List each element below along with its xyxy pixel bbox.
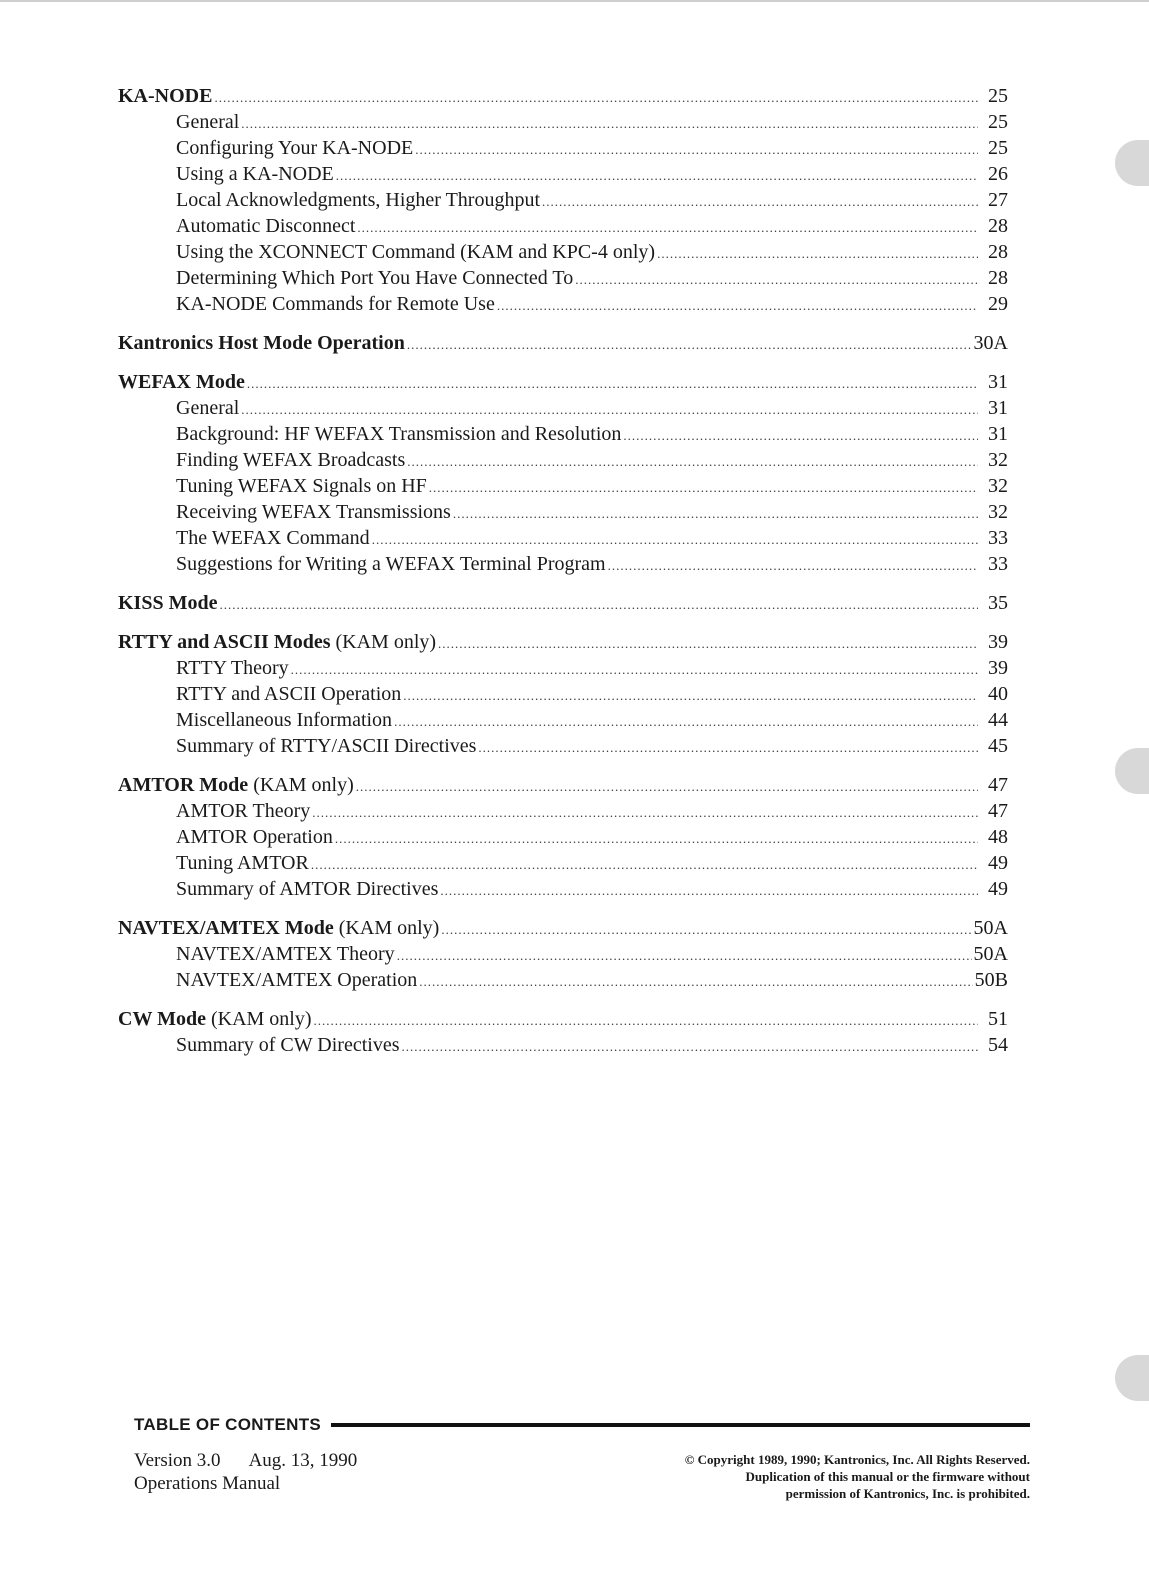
page-number: 39 — [988, 657, 1008, 679]
leader-dots — [314, 1009, 978, 1033]
page-number: 45 — [988, 735, 1008, 757]
leader-dots — [335, 827, 978, 851]
toc-heading[interactable] — [118, 84, 1008, 110]
duplication-line-2: permission of Kantronics, Inc. is prohibited. — [785, 1486, 1030, 1501]
leader-dots — [440, 879, 978, 903]
leader-dots — [247, 372, 978, 396]
toc-entry[interactable] — [118, 968, 1008, 994]
page-number: 32 — [988, 501, 1008, 523]
toc-heading[interactable] — [118, 591, 1008, 617]
leader-dots — [575, 268, 978, 292]
toc-entry[interactable] — [118, 526, 1008, 552]
toc-entry[interactable] — [118, 1033, 1008, 1059]
footer-section-title: TABLE OF CONTENTS — [134, 1415, 322, 1434]
leader-dots — [241, 398, 978, 422]
binder-tab — [1115, 140, 1149, 186]
leader-dots — [441, 918, 971, 942]
leader-dots — [291, 658, 978, 682]
page-number: 50A — [973, 917, 1008, 939]
page-footer — [134, 1415, 1030, 1501]
leader-dots — [356, 775, 978, 799]
leader-dots — [241, 112, 978, 136]
toc-entry-label: Receiving WEFAX Transmissions — [176, 501, 451, 523]
page-number: 49 — [988, 878, 1008, 900]
leader-dots — [438, 632, 978, 656]
page-number: 33 — [988, 527, 1008, 549]
leader-dots — [357, 216, 978, 240]
footer-date: Aug. 13, 1990 — [248, 1450, 358, 1471]
toc-entry[interactable] — [118, 422, 1008, 448]
toc-section-wefax — [118, 370, 1008, 578]
toc-entry[interactable] — [118, 682, 1008, 708]
page-number: 50A — [973, 943, 1008, 965]
page-number: 31 — [988, 397, 1008, 419]
leader-dots — [415, 138, 978, 162]
leader-dots — [497, 294, 978, 318]
page-number: 31 — [988, 423, 1008, 445]
toc-entry[interactable] — [118, 877, 1008, 903]
toc-entry-label: General — [176, 111, 240, 133]
page-number: 28 — [988, 215, 1008, 237]
toc-entry[interactable] — [118, 266, 1008, 292]
toc-section-host-mode — [118, 331, 1008, 357]
footer-manual: Operations Manual — [134, 1473, 281, 1494]
toc-entry-label: AMTOR Operation — [176, 826, 333, 848]
toc-entry-label: Tuning AMTOR — [176, 852, 309, 874]
toc-entry[interactable] — [118, 708, 1008, 734]
toc-heading[interactable] — [118, 630, 1008, 656]
toc-entry-label: Miscellaneous Information — [176, 709, 393, 731]
footer-version: Version 3.0 — [134, 1450, 221, 1471]
toc-entry-label: Local Acknowledgments, Higher Throughput — [176, 189, 541, 211]
leader-dots — [623, 424, 978, 448]
page-number: 51 — [988, 1008, 1008, 1030]
page-number: 40 — [988, 683, 1008, 705]
toc-entry-label: NAVTEX/AMTEX Theory — [176, 943, 395, 965]
toc-entry[interactable] — [118, 734, 1008, 760]
toc-entry[interactable] — [118, 500, 1008, 526]
toc-entry[interactable] — [118, 214, 1008, 240]
toc-heading-title: WEFAX Mode — [118, 371, 245, 393]
duplication-line-1: Duplication of this manual or the firmware without — [745, 1469, 1030, 1484]
leader-dots — [214, 86, 978, 110]
page-number: 30A — [973, 332, 1008, 354]
page-number: 25 — [988, 137, 1008, 159]
page-number: 48 — [988, 826, 1008, 848]
toc-entry[interactable] — [118, 851, 1008, 877]
toc-entry-label: Using a KA-NODE — [176, 163, 334, 185]
toc-heading[interactable] — [118, 1007, 1008, 1033]
toc-heading-note: (KAM only) — [338, 917, 440, 939]
page-number: 26 — [988, 163, 1008, 185]
toc-entry-label: General — [176, 397, 240, 419]
toc-entry[interactable] — [118, 292, 1008, 318]
toc-heading-note: (KAM only) — [335, 631, 437, 653]
toc-entry[interactable] — [118, 110, 1008, 136]
toc-heading[interactable] — [118, 916, 1008, 942]
toc-entry-label: Determining Which Port You Have Connected To — [176, 267, 574, 289]
leader-dots — [542, 190, 978, 214]
footer-version-info — [134, 1449, 357, 1495]
toc-heading[interactable] — [118, 370, 1008, 396]
page-number: 33 — [988, 553, 1008, 575]
leader-dots — [453, 502, 978, 526]
page-number: 28 — [988, 241, 1008, 263]
page-number: 31 — [988, 371, 1008, 393]
leader-dots — [419, 970, 972, 994]
leader-dots — [403, 684, 978, 708]
table-of-contents — [118, 84, 1008, 1072]
toc-entry-label: Summary of CW Directives — [176, 1034, 400, 1056]
footer-header — [134, 1415, 1030, 1435]
toc-entry-label: Finding WEFAX Broadcasts — [176, 449, 406, 471]
toc-entry[interactable] — [118, 448, 1008, 474]
toc-entry[interactable] — [118, 474, 1008, 500]
footer-rule — [331, 1423, 1030, 1427]
toc-entry[interactable] — [118, 656, 1008, 682]
toc-entry-label: Summary of RTTY/ASCII Directives — [176, 735, 477, 757]
toc-entry[interactable] — [118, 825, 1008, 851]
leader-dots — [219, 593, 978, 617]
toc-entry[interactable] — [118, 188, 1008, 214]
leader-dots — [478, 736, 978, 760]
copyright-line: © Copyright 1989, 1990; Kantronics, Inc. All Rights Reserved. — [684, 1452, 1030, 1467]
toc-section-cw — [118, 1007, 1008, 1059]
leader-dots — [657, 242, 978, 266]
toc-section-navtex — [118, 916, 1008, 994]
toc-heading-title: CW Mode — [118, 1008, 206, 1030]
toc-entry[interactable] — [118, 136, 1008, 162]
page-number: 32 — [988, 449, 1008, 471]
toc-heading-title: AMTOR Mode — [118, 774, 249, 796]
binder-tab — [1115, 748, 1149, 794]
toc-entry-label: Tuning WEFAX Signals on HF — [176, 475, 427, 497]
page-number: 28 — [988, 267, 1008, 289]
toc-section-ka-node — [118, 84, 1008, 318]
toc-entry[interactable] — [118, 396, 1008, 422]
page-number: 47 — [988, 774, 1008, 796]
toc-entry-label: The WEFAX Command — [176, 527, 370, 549]
toc-entry-label: Configuring Your KA-NODE — [176, 137, 414, 159]
page-number: 27 — [988, 189, 1008, 211]
toc-heading-title: KISS Mode — [118, 592, 218, 614]
toc-entry-label: KA-NODE Commands for Remote Use — [176, 293, 495, 315]
toc-entry-label: RTTY and ASCII Operation — [176, 683, 402, 705]
toc-section-rtty — [118, 630, 1008, 760]
toc-entry[interactable] — [118, 162, 1008, 188]
toc-heading-note: (KAM only) — [210, 1008, 312, 1030]
toc-heading[interactable] — [118, 331, 1008, 357]
toc-heading-title: RTTY and ASCII Modes — [118, 631, 331, 653]
leader-dots — [336, 164, 978, 188]
toc-section-kiss — [118, 591, 1008, 617]
leader-dots — [312, 801, 978, 825]
binder-tab — [1115, 1355, 1149, 1401]
toc-heading-note: (KAM only) — [253, 774, 354, 796]
leader-dots — [608, 554, 978, 578]
page-number: 54 — [988, 1034, 1008, 1056]
toc-section-amtor — [118, 773, 1008, 903]
toc-entry[interactable] — [118, 240, 1008, 266]
toc-entry-label: Background: HF WEFAX Transmission and Resolution — [176, 423, 622, 445]
page-number: 25 — [988, 85, 1008, 107]
toc-entry-label: Using the XCONNECT Command (KAM and KPC-4 only) — [176, 241, 656, 263]
toc-entry-label: Automatic Disconnect — [176, 215, 356, 237]
page-top-edge — [0, 0, 1149, 2]
page-number: 35 — [988, 592, 1008, 614]
footer-copyright — [685, 1451, 1030, 1502]
page-number: 32 — [988, 475, 1008, 497]
leader-dots — [401, 1035, 978, 1059]
leader-dots — [429, 476, 978, 500]
toc-entry-label: RTTY Theory — [176, 657, 289, 679]
leader-dots — [397, 944, 972, 968]
toc-entry[interactable] — [118, 942, 1008, 968]
leader-dots — [407, 450, 978, 474]
toc-entry[interactable] — [118, 799, 1008, 825]
leader-dots — [394, 710, 978, 734]
page-number: 29 — [988, 293, 1008, 315]
leader-dots — [311, 853, 978, 877]
toc-entry-label: AMTOR Theory — [176, 800, 311, 822]
leader-dots — [407, 333, 972, 357]
page-number: 25 — [988, 111, 1008, 133]
page-number: 50B — [974, 969, 1008, 991]
page-number: 44 — [988, 709, 1008, 731]
toc-heading-title: KA-NODE — [118, 85, 213, 107]
toc-heading-title: Kantronics Host Mode Operation — [118, 332, 405, 354]
leader-dots — [372, 528, 978, 552]
toc-entry-label: Suggestions for Writing a WEFAX Terminal Program — [176, 553, 606, 575]
toc-entry[interactable] — [118, 552, 1008, 578]
toc-heading-title: NAVTEX/AMTEX Mode — [118, 917, 334, 939]
toc-entry-label: NAVTEX/AMTEX Operation — [176, 969, 418, 991]
toc-entry-label: Summary of AMTOR Directives — [176, 878, 439, 900]
toc-heading[interactable] — [118, 773, 1008, 799]
page-number: 39 — [988, 631, 1008, 653]
page-number: 49 — [988, 852, 1008, 874]
page-number: 47 — [988, 800, 1008, 822]
